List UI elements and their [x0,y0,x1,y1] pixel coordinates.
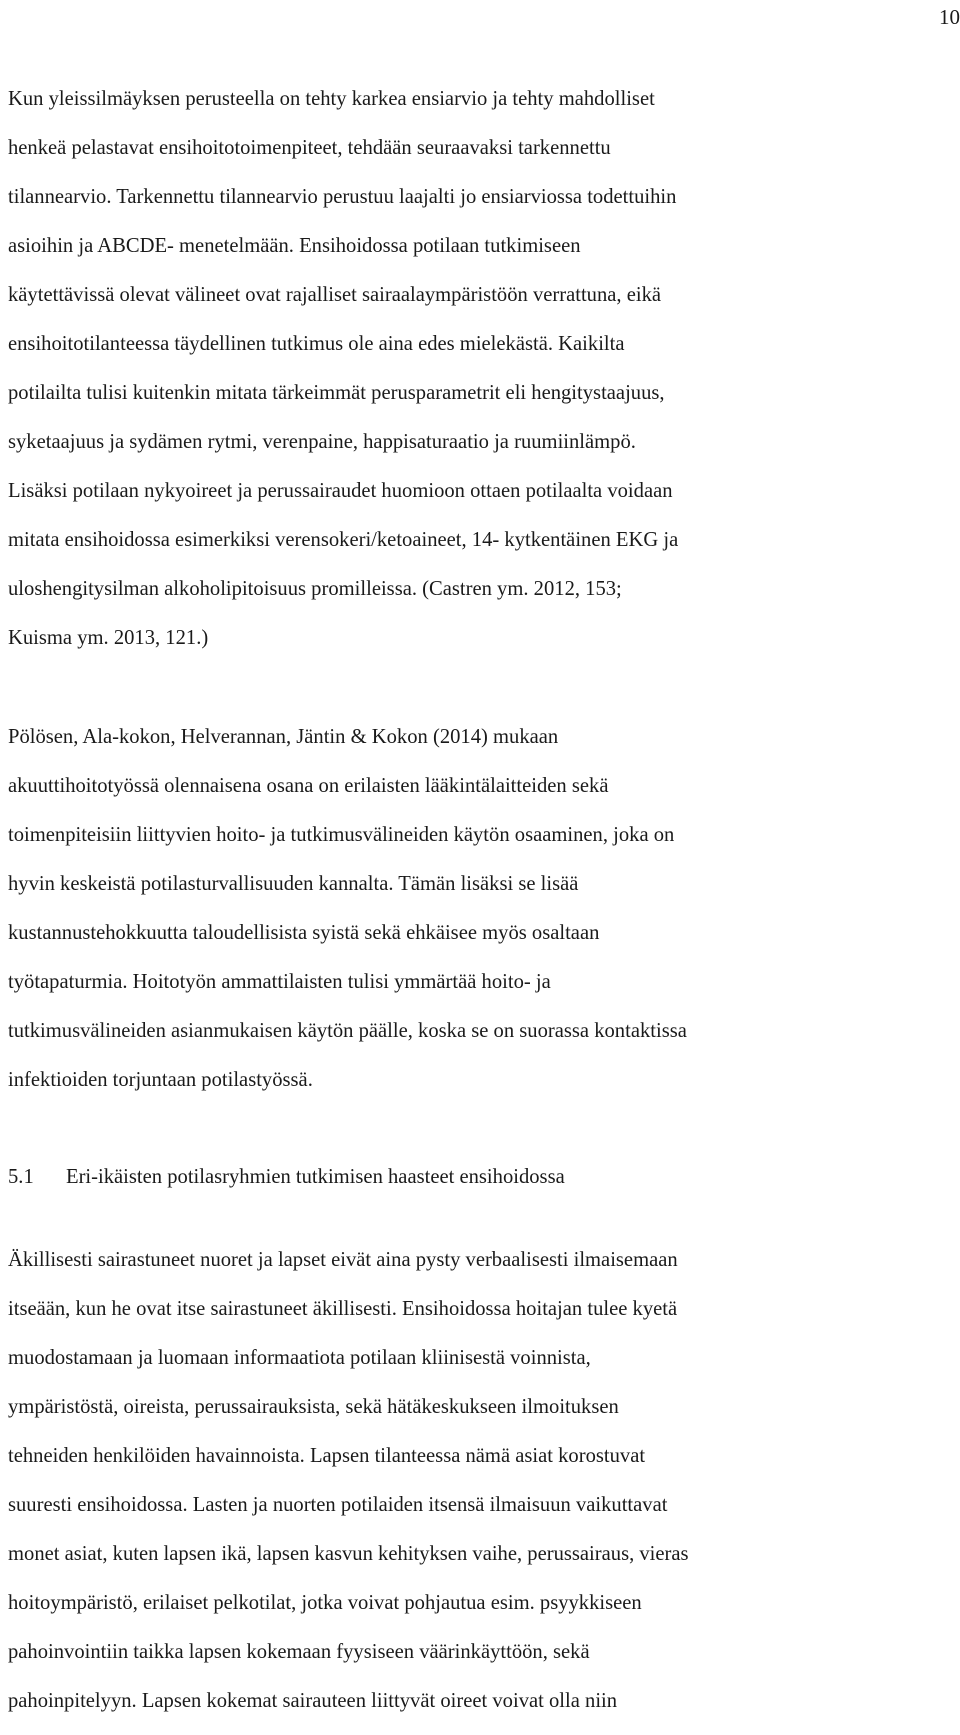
text-line: ympäristöstä, oireista, perussairauksista, sekä hätäkeskukseen ilmoituksen [8,1396,619,1418]
text-line: potilailta tulisi kuitenkin mitata tärkeimmät perusparametrit eli hengitystaajuus, [8,382,665,404]
text-line: muodostamaan ja luomaan informaatiota potilaan kliinisestä voinnista, [8,1347,591,1369]
text-line: akuuttihoitotyössä olennaisena osana on erilaisten lääkintälaitteiden sekä [8,775,609,797]
text-line: tilannearvio. Tarkennettu tilannearvio perustuu laajalti jo ensiarviossa todettuihin [8,186,677,208]
text-line: hyvin keskeistä potilasturvallisuuden kannalta. Tämän lisäksi se lisää [8,873,579,895]
text-line: kustannustehokkuutta taloudellisista syistä sekä ehkäisee myös osaltaan [8,922,600,944]
text-line: syketaajuus ja sydämen rytmi, verenpaine, happisaturaatio ja ruumiinlämpö. [8,431,636,453]
paragraph-1 [8,75,958,663]
paragraph-2 [8,713,958,1105]
text-line: tehneiden henkilöiden havainnoista. Lapsen tilanteessa nämä asiat korostuvat [8,1445,646,1467]
text-line: suuresti ensihoidossa. Lasten ja nuorten potilaiden itsensä ilmaisuun vaikuttavat [8,1494,668,1516]
text-line: uloshengitysilman alkoholipitoisuus promilleissa. (Castren ym. 2012, 153; [8,578,622,600]
text-line: itseään, kun he ovat itse sairastuneet äkillisesti. Ensihoidossa hoitajan tulee kyetä [8,1298,678,1320]
section-title: Eri-ikäisten potilasryhmien tutkimisen haasteet ensihoidossa [66,1166,565,1188]
text-line: käytettävissä olevat välineet ovat rajalliset sairaalaympäristöön verrattuna, eikä [8,284,662,306]
text-line: pahoinvointiin taikka lapsen kokemaan fyysiseen väärinkäyttöön, sekä [8,1641,590,1663]
text-line: työtapaturmia. Hoitotyön ammattilaisten tulisi ymmärtää hoito- ja [8,971,551,993]
paragraph-3 [8,1236,958,1726]
text-line: Äkillisesti sairastuneet nuoret ja lapset eivät aina pysty verbaalisesti ilmaisemaan [8,1249,678,1271]
text-line: infektioiden torjuntaan potilastyössä. [8,1069,313,1091]
text-line: Pölösen, Ala-kokon, Helverannan, Jäntin & Kokon (2014) mukaan [8,726,559,748]
text-line: pahoinpitelyyn. Lapsen kokemat sairauteen liittyvät oireet voivat olla niin [8,1690,618,1712]
text-line: mitata ensihoidossa esimerkiksi verensokeri/ketoaineet, 14- kytkentäinen EKG ja [8,529,679,551]
section-heading [8,1153,958,1202]
text-line: hoitoympäristö, erilaiset pelkotilat, jotka voivat pohjautua esim. psyykkiseen [8,1592,642,1614]
text-line: toimenpiteisiin liittyvien hoito- ja tutkimusvälineiden käytön osaaminen, joka on [8,824,675,846]
section-number: 5.1 [8,1166,34,1188]
text-line: Lisäksi potilaan nykyoireet ja perussairaudet huomioon ottaen potilaalta voidaan [8,480,673,502]
text-line: henkeä pelastavat ensihoitotoimenpiteet, tehdään seuraavaksi tarkennettu [8,137,611,159]
text-line: asioihin ja ABCDE- menetelmään. Ensihoidossa potilaan tutkimiseen [8,235,581,257]
document-body [8,75,958,1726]
text-line: Kuisma ym. 2013, 121.) [8,627,209,649]
text-line: ensihoitotilanteessa täydellinen tutkimus ole aina edes mielekästä. Kaikilta [8,333,625,355]
page-number: 10 [939,5,960,29]
text-line: tutkimusvälineiden asianmukaisen käytön päälle, koska se on suorassa kontaktissa [8,1020,687,1042]
text-line: monet asiat, kuten lapsen ikä, lapsen kasvun kehityksen vaihe, perussairaus, vieras [8,1543,689,1565]
text-line: Kun yleissilmäyksen perusteella on tehty karkea ensiarvio ja tehty mahdolliset [8,88,655,110]
